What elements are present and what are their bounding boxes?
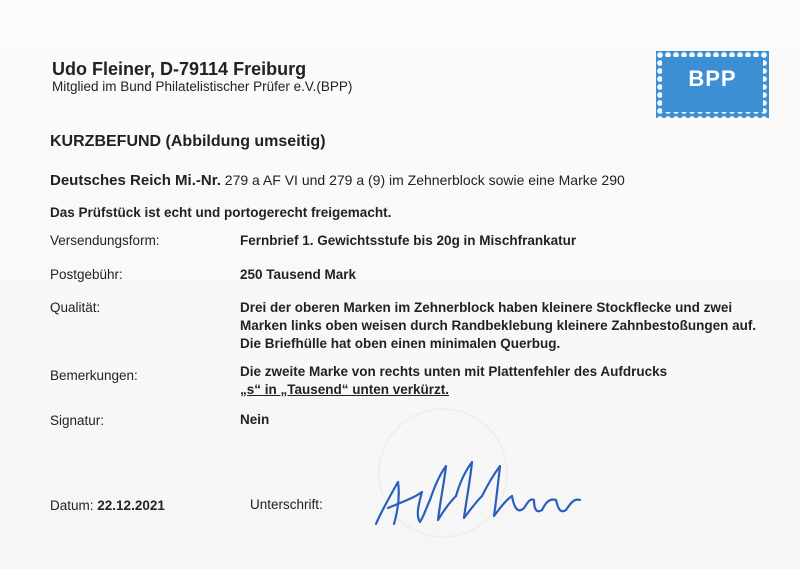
examiner-name: Udo Fleiner, D-79114 Freiburg: [52, 59, 307, 79]
datum-value: 22.12.2021: [97, 498, 165, 513]
bemerkungen-label: Bemerkungen:: [50, 368, 138, 383]
subject-prefix: Deutsches Reich Mi.-Nr.: [50, 172, 221, 189]
qualitaet-line-2: Marken links oben weisen durch Randbeklebung kleinere Zahnbestoßungen auf.: [240, 318, 757, 333]
examiner-membership: Mitglied im Bund Philatelistischer Prüfer e.V.(BPP): [52, 79, 353, 94]
signatur-value: Nein: [240, 412, 270, 427]
qualitaet-line-1: Drei der oberen Marken im Zehnerblock haben kleinere Stockflecke und zwei: [240, 300, 733, 315]
porto-value: 250 Tausend Mark: [240, 267, 357, 282]
qualitaet-label: Qualität:: [50, 300, 101, 315]
bpp-logo-text: BPP: [688, 66, 737, 91]
bemerkungen-line-2: „s“ in „Tausend“ unten verkürzt.: [240, 382, 450, 397]
subject-numbers: 279 a AF VI und 279 a (9) im Zehnerblock sowie eine Marke 290: [220, 172, 625, 188]
datum-label: Datum:: [50, 498, 94, 513]
versand-value: Fernbrief 1. Gewichtsstufe bis 20g in Mischfrankatur: [240, 233, 577, 248]
unterschrift-label: Unterschrift:: [250, 497, 323, 512]
subject-line: [50, 172, 625, 189]
qualitaet-line-3: Die Briefhülle hat oben einen minimalen Querbug.: [240, 336, 561, 351]
datum-line: [50, 498, 165, 513]
handwritten-signature: [368, 452, 588, 537]
certificate-title: KURZBEFUND (Abbildung umseitig): [50, 133, 326, 150]
porto-label: Postgebühr:: [50, 267, 123, 282]
signatur-label: Signatur:: [50, 413, 105, 428]
versand-label: Versendungsform:: [50, 233, 160, 248]
bemerkungen-line-1: Die zweite Marke von rechts unten mit Plattenfehler des Aufdrucks: [240, 364, 668, 379]
authenticity-statement: Das Prüfstück ist echt und portogerecht freigemacht.: [50, 205, 392, 220]
